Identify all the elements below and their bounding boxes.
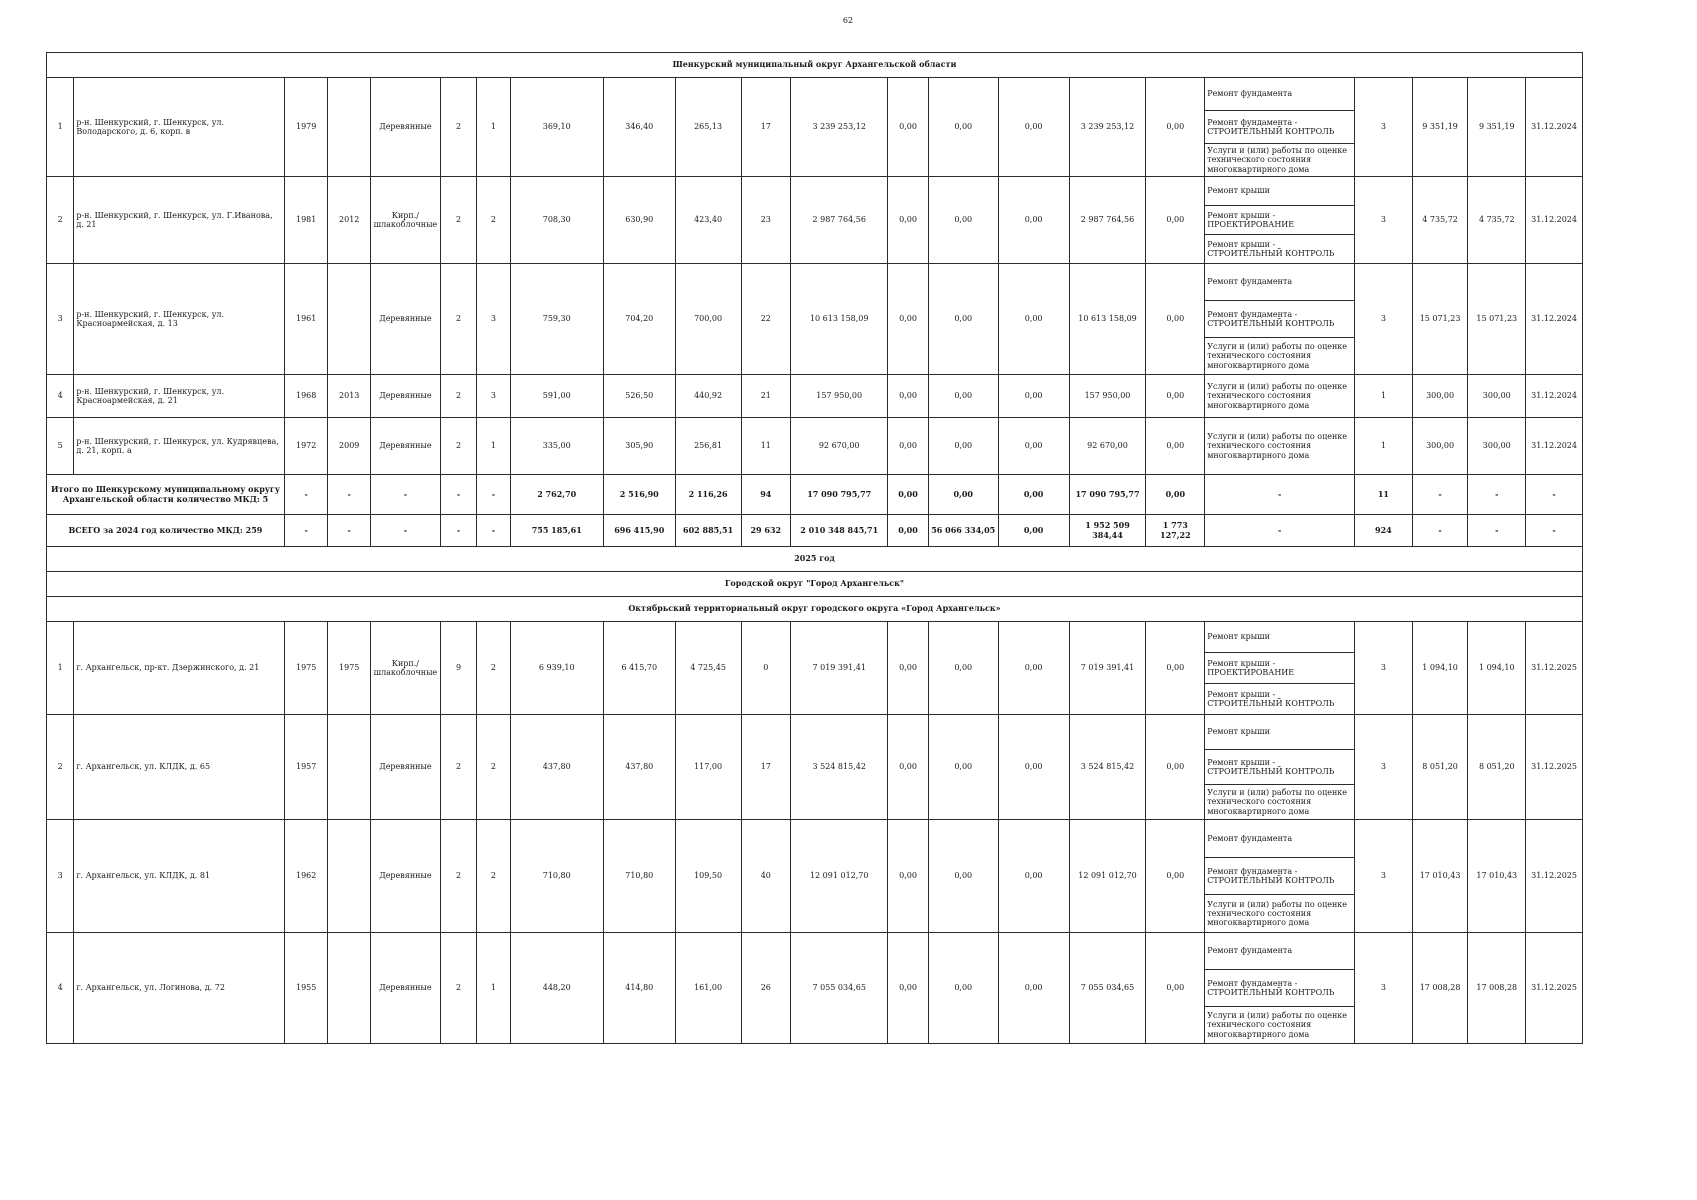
dash-cell: - [1412,515,1468,547]
residential-area-cell: 440,92 [675,375,741,418]
entrances-cell: 2 [477,622,510,715]
fund-regional-cell: 0,00 [928,418,998,475]
works-list-cell [1205,622,1355,715]
wall-material-cell: Кирп./ шлакоблочные [370,622,440,715]
residents-cell: 17 [741,78,791,177]
dash-cell: - [284,475,328,515]
fund-local-cell: 0,00 [998,933,1069,1044]
residents-cell: 26 [741,933,791,1044]
dash-cell: - [1412,475,1468,515]
completion-date-cell: 31.12.2025 [1526,820,1583,933]
section-arkhangelsk-city: Городской округ "Город Архангельск" [47,572,1583,597]
year-built-cell: 1957 [284,715,328,820]
reconstruction-year-cell [328,78,371,177]
total-value-cell: 0,00 [888,475,929,515]
total-value-cell: 0,00 [1146,475,1205,515]
fund-regional-cell: 0,00 [928,715,998,820]
entrances-cell: 3 [477,375,510,418]
row-number: 5 [47,418,74,475]
completion-date-cell: 31.12.2025 [1526,715,1583,820]
house-row [47,375,1583,418]
work-item: Услуги и (или) работы по оценке технического состояния многоквартирного дома [1207,342,1348,370]
fund-other-cell: 0,00 [1146,375,1205,418]
works-list [1205,933,1354,1043]
works-count-cell: 3 [1355,78,1413,177]
floors-cell: 2 [440,933,476,1044]
floors-cell: 9 [440,622,476,715]
total-value-cell: 2 516,90 [603,475,675,515]
works-list-cell [1205,375,1355,418]
fund-local-cell: 0,00 [998,264,1069,375]
floors-cell: 2 [440,177,476,264]
dash-cell: - [370,475,440,515]
section-row [47,597,1583,622]
unit-cost-cell: 9 351,19 [1412,78,1468,177]
row-number: 2 [47,715,74,820]
fund-regional-cell: 0,00 [928,78,998,177]
residential-area-cell: 161,00 [675,933,741,1044]
total-area-cell: 591,00 [510,375,603,418]
fund-regional-cell: 0,00 [928,820,998,933]
works-list-cell [1205,418,1355,475]
section-row [47,547,1583,572]
floors-cell: 2 [440,418,476,475]
entrances-cell: 1 [477,933,510,1044]
fund-other-cell: 0,00 [1146,933,1205,1044]
address-cell: р-н. Шенкурский, г. Шенкурск, ул. Красноармейская, д. 13 [74,264,285,375]
works-count-cell: 3 [1355,264,1413,375]
work-item: Услуги и (или) работы по оценке технического состояния многоквартирного дома [1207,899,1348,928]
work-item: Ремонт крыши [1205,715,1354,750]
total-value-cell: 2 762,70 [510,475,603,515]
fund-federal-cell: 0,00 [888,418,929,475]
dash-cell: - [370,515,440,547]
work-item: Ремонт крыши - ПРОЕКТИРОВАНИЕ [1205,653,1354,684]
capital-repair-table [46,52,1583,1044]
total-value-cell: 602 885,51 [675,515,741,547]
works-list-cell [1205,78,1355,177]
fund-federal-cell: 0,00 [888,78,929,177]
cost-total-cell: 2 987 764,56 [791,177,888,264]
work-item: Ремонт фундамента - СТРОИТЕЛЬНЫЙ КОНТРОЛЬ [1205,111,1354,144]
cost-total-cell: 92 670,00 [791,418,888,475]
work-item: Услуги и (или) работы по оценке технического состояния многоквартирного дома [1207,146,1348,174]
page-number: 62 [842,16,854,25]
max-unit-cost-cell: 300,00 [1468,375,1526,418]
dash-cell: - [440,475,476,515]
total-value-cell: 2 010 348 845,71 [791,515,888,547]
year-built-cell: 1981 [284,177,328,264]
entrances-cell: 1 [477,418,510,475]
address-cell: р-н. Шенкурский, г. Шенкурск, ул. Кудрявцева, д. 21, корп. а [74,418,285,475]
residents-cell: 21 [741,375,791,418]
total-value-cell: 29 632 [741,515,791,547]
dash-cell: - [1526,515,1583,547]
fund-other-cell: 0,00 [1146,264,1205,375]
total-works-count: 11 [1355,475,1413,515]
cost-total-cell: 10 613 158,09 [791,264,888,375]
work-item: Услуги и (или) работы по оценке технического состояния многоквартирного дома [1207,382,1348,410]
address-cell: г. Архангельск, ул. Логинова, д. 72 [74,933,285,1044]
work-item: Ремонт фундамента [1205,933,1354,970]
works-list [1205,820,1354,932]
works-count-cell: 3 [1355,715,1413,820]
max-unit-cost-cell: 300,00 [1468,418,1526,475]
dash-cell: - [477,475,510,515]
fund-federal-cell: 0,00 [888,375,929,418]
works-count-cell: 3 [1355,820,1413,933]
completion-date-cell: 31.12.2024 [1526,264,1583,375]
section-row [47,53,1583,78]
reconstruction-year-cell: 2009 [328,418,371,475]
dash-cell: - [1205,515,1355,547]
section-year-2025: 2025 год [47,547,1583,572]
works-count-cell: 3 [1355,177,1413,264]
living-area-cell: 346,40 [603,78,675,177]
wall-material-cell: Деревянные [370,418,440,475]
living-area-cell: 526,50 [603,375,675,418]
house-row [47,622,1583,715]
unit-cost-cell: 15 071,23 [1412,264,1468,375]
work-item: Ремонт фундамента [1205,820,1354,858]
entrances-cell: 2 [477,177,510,264]
wall-material-cell: Деревянные [370,820,440,933]
row-number: 2 [47,177,74,264]
wall-material-cell: Деревянные [370,264,440,375]
work-item: Ремонт крыши - ПРОЕКТИРОВАНИЕ [1205,206,1354,235]
fund-local-cell: 0,00 [998,78,1069,177]
residents-cell: 11 [741,418,791,475]
fund-owners-cell: 12 091 012,70 [1069,820,1146,933]
unit-cost-cell: 300,00 [1412,418,1468,475]
cost-total-cell: 3 524 815,42 [791,715,888,820]
total-value-cell: 1 773 127,22 [1146,515,1205,547]
max-unit-cost-cell: 17 008,28 [1468,933,1526,1044]
fund-local-cell: 0,00 [998,622,1069,715]
work-item: Ремонт фундамента - СТРОИТЕЛЬНЫЙ КОНТРОЛЬ [1205,858,1354,896]
work-item: Услуги и (или) работы по оценке технического состояния многоквартирного дома [1207,1011,1348,1039]
works-list-cell [1205,715,1355,820]
floors-cell: 2 [440,375,476,418]
works-list-cell [1205,933,1355,1044]
entrances-cell: 1 [477,78,510,177]
section-shenkursk-title: Шенкурский муниципальный округ Архангельской области [47,53,1583,78]
completion-date-cell: 31.12.2025 [1526,622,1583,715]
fund-other-cell: 0,00 [1146,177,1205,264]
row-number: 3 [47,820,74,933]
max-unit-cost-cell: 9 351,19 [1468,78,1526,177]
floors-cell: 2 [440,820,476,933]
entrances-cell: 2 [477,820,510,933]
fund-other-cell: 0,00 [1146,715,1205,820]
total-row [47,515,1583,547]
cost-total-cell: 12 091 012,70 [791,820,888,933]
residential-area-cell: 423,40 [675,177,741,264]
work-item: Услуги и (или) работы по оценке технического состояния многоквартирного дома [1207,788,1348,816]
fund-other-cell: 0,00 [1146,622,1205,715]
year-built-cell: 1961 [284,264,328,375]
fund-owners-cell: 3 239 253,12 [1069,78,1146,177]
reconstruction-year-cell [328,715,371,820]
entrances-cell: 3 [477,264,510,375]
section-row [47,572,1583,597]
cost-total-cell: 7 019 391,41 [791,622,888,715]
residents-cell: 17 [741,715,791,820]
address-cell: р-н. Шенкурский, г. Шенкурск, ул. Красноармейская, д. 21 [74,375,285,418]
reconstruction-year-cell [328,820,371,933]
works-list-cell [1205,820,1355,933]
total-works-count: 924 [1355,515,1413,547]
floors-cell: 2 [440,264,476,375]
dash-cell: - [328,515,371,547]
fund-owners-cell: 92 670,00 [1069,418,1146,475]
works-count-cell: 3 [1355,622,1413,715]
max-unit-cost-cell: 4 735,72 [1468,177,1526,264]
fund-owners-cell: 7 055 034,65 [1069,933,1146,1044]
residential-area-cell: 700,00 [675,264,741,375]
fund-owners-cell: 157 950,00 [1069,375,1146,418]
living-area-cell: 305,90 [603,418,675,475]
residential-area-cell: 117,00 [675,715,741,820]
fund-local-cell: 0,00 [998,375,1069,418]
work-item: Ремонт крыши [1205,177,1354,206]
fund-local-cell: 0,00 [998,177,1069,264]
max-unit-cost-cell: 8 051,20 [1468,715,1526,820]
living-area-cell: 6 415,70 [603,622,675,715]
address-cell: р-н. Шенкурский, г. Шенкурск, ул. Володарского, д. 6, корп. в [74,78,285,177]
residents-cell: 22 [741,264,791,375]
address-cell: р-н. Шенкурский, г. Шенкурск, ул. Г.Иванова, д. 21 [74,177,285,264]
fund-owners-cell: 3 524 815,42 [1069,715,1146,820]
fund-owners-cell: 7 019 391,41 [1069,622,1146,715]
residents-cell: 40 [741,820,791,933]
total-value-cell: 0,00 [998,515,1069,547]
cost-total-cell: 3 239 253,12 [791,78,888,177]
total-label: Итого по Шенкурскому муниципальному округу Архангельской области количество МКД: 5 [47,475,285,515]
row-number: 4 [47,933,74,1044]
unit-cost-cell: 1 094,10 [1412,622,1468,715]
floors-cell: 2 [440,715,476,820]
residents-cell: 23 [741,177,791,264]
max-unit-cost-cell: 1 094,10 [1468,622,1526,715]
fund-local-cell: 0,00 [998,715,1069,820]
reconstruction-year-cell: 1975 [328,622,371,715]
total-area-cell: 708,30 [510,177,603,264]
fund-federal-cell: 0,00 [888,622,929,715]
residential-area-cell: 256,81 [675,418,741,475]
total-label: ВСЕГО за 2024 год количество МКД: 259 [47,515,285,547]
fund-owners-cell: 10 613 158,09 [1069,264,1146,375]
total-area-cell: 759,30 [510,264,603,375]
dash-cell: - [328,475,371,515]
year-built-cell: 1972 [284,418,328,475]
residential-area-cell: 109,50 [675,820,741,933]
living-area-cell: 704,20 [603,264,675,375]
wall-material-cell: Деревянные [370,375,440,418]
completion-date-cell: 31.12.2025 [1526,933,1583,1044]
fund-regional-cell: 0,00 [928,264,998,375]
total-value-cell: 17 090 795,77 [1069,475,1146,515]
completion-date-cell: 31.12.2024 [1526,418,1583,475]
dash-cell: - [477,515,510,547]
dash-cell: - [284,515,328,547]
reconstruction-year-cell: 2013 [328,375,371,418]
fund-regional-cell: 0,00 [928,177,998,264]
address-cell: г. Архангельск, пр-кт. Дзержинского, д. 21 [74,622,285,715]
total-value-cell: 17 090 795,77 [791,475,888,515]
living-area-cell: 710,80 [603,820,675,933]
work-item: Услуги и (или) работы по оценке технического состояния многоквартирного дома [1207,432,1348,460]
floors-cell: 2 [440,78,476,177]
residential-area-cell: 4 725,45 [675,622,741,715]
fund-other-cell: 0,00 [1146,820,1205,933]
total-value-cell: 0,00 [928,475,998,515]
works-count-cell: 1 [1355,375,1413,418]
works-list [1205,622,1354,714]
works-list-cell [1205,177,1355,264]
unit-cost-cell: 300,00 [1412,375,1468,418]
house-row [47,820,1583,933]
fund-regional-cell: 0,00 [928,933,998,1044]
fund-regional-cell: 0,00 [928,622,998,715]
works-list [1205,375,1354,417]
row-number: 1 [47,78,74,177]
cost-total-cell: 157 950,00 [791,375,888,418]
fund-regional-cell: 0,00 [928,375,998,418]
address-cell: г. Архангельск, ул. КЛДК, д. 65 [74,715,285,820]
work-item: Ремонт крыши - СТРОИТЕЛЬНЫЙ КОНТРОЛЬ [1207,689,1335,708]
work-item: Ремонт фундамента [1205,78,1354,111]
fund-federal-cell: 0,00 [888,715,929,820]
total-area-cell: 448,20 [510,933,603,1044]
house-row [47,264,1583,375]
house-row [47,177,1583,264]
unit-cost-cell: 17 010,43 [1412,820,1468,933]
address-cell: г. Архангельск, ул. КЛДК, д. 81 [74,820,285,933]
year-built-cell: 1975 [284,622,328,715]
unit-cost-cell: 17 008,28 [1412,933,1468,1044]
work-item: Ремонт фундамента [1205,264,1354,301]
fund-federal-cell: 0,00 [888,933,929,1044]
wall-material-cell: Деревянные [370,78,440,177]
living-area-cell: 630,90 [603,177,675,264]
year-built-cell: 1979 [284,78,328,177]
reconstruction-year-cell: 2012 [328,177,371,264]
dash-cell: - [1205,475,1355,515]
year-built-cell: 1955 [284,933,328,1044]
work-item: Ремонт крыши [1205,622,1354,653]
residents-cell: 0 [741,622,791,715]
house-row [47,78,1583,177]
wall-material-cell: Кирп./ шлакоблочные [370,177,440,264]
works-list [1205,78,1354,176]
cost-total-cell: 7 055 034,65 [791,933,888,1044]
fund-federal-cell: 0,00 [888,264,929,375]
works-count-cell: 1 [1355,418,1413,475]
row-number: 3 [47,264,74,375]
work-item: Ремонт крыши - СТРОИТЕЛЬНЫЙ КОНТРОЛЬ [1207,239,1335,258]
works-list [1205,264,1354,374]
max-unit-cost-cell: 15 071,23 [1468,264,1526,375]
works-list-cell [1205,264,1355,375]
wall-material-cell: Деревянные [370,715,440,820]
fund-owners-cell: 2 987 764,56 [1069,177,1146,264]
row-number: 1 [47,622,74,715]
house-row [47,933,1583,1044]
residential-area-cell: 265,13 [675,78,741,177]
total-value-cell: 0,00 [888,515,929,547]
fund-other-cell: 0,00 [1146,418,1205,475]
total-row [47,475,1583,515]
total-area-cell: 6 939,10 [510,622,603,715]
living-area-cell: 437,80 [603,715,675,820]
living-area-cell: 414,80 [603,933,675,1044]
work-item: Ремонт фундамента - СТРОИТЕЛЬНЫЙ КОНТРОЛЬ [1205,301,1354,338]
house-row [47,418,1583,475]
total-value-cell: 755 185,61 [510,515,603,547]
total-area-cell: 437,80 [510,715,603,820]
dash-cell: - [1468,475,1526,515]
max-unit-cost-cell: 17 010,43 [1468,820,1526,933]
reconstruction-year-cell [328,933,371,1044]
total-area-cell: 710,80 [510,820,603,933]
unit-cost-cell: 4 735,72 [1412,177,1468,264]
works-list [1205,715,1354,819]
total-area-cell: 369,10 [510,78,603,177]
dash-cell: - [440,515,476,547]
completion-date-cell: 31.12.2024 [1526,177,1583,264]
works-list [1205,177,1354,263]
fund-federal-cell: 0,00 [888,177,929,264]
total-value-cell: 1 952 509 384,44 [1069,515,1146,547]
year-built-cell: 1968 [284,375,328,418]
fund-other-cell: 0,00 [1146,78,1205,177]
works-list [1205,418,1354,474]
total-area-cell: 335,00 [510,418,603,475]
total-value-cell: 0,00 [998,475,1069,515]
wall-material-cell: Деревянные [370,933,440,1044]
total-value-cell: 2 116,26 [675,475,741,515]
fund-local-cell: 0,00 [998,418,1069,475]
house-row [47,715,1583,820]
fund-local-cell: 0,00 [998,820,1069,933]
unit-cost-cell: 8 051,20 [1412,715,1468,820]
row-number: 4 [47,375,74,418]
dash-cell: - [1468,515,1526,547]
total-value-cell: 696 415,90 [603,515,675,547]
work-item: Ремонт крыши - СТРОИТЕЛЬНЫЙ КОНТРОЛЬ [1205,750,1354,785]
completion-date-cell: 31.12.2024 [1526,375,1583,418]
work-item: Ремонт фундамента - СТРОИТЕЛЬНЫЙ КОНТРОЛЬ [1205,970,1354,1007]
completion-date-cell: 31.12.2024 [1526,78,1583,177]
reconstruction-year-cell [328,264,371,375]
total-value-cell: 56 066 334,05 [928,515,998,547]
total-value-cell: 94 [741,475,791,515]
fund-federal-cell: 0,00 [888,820,929,933]
entrances-cell: 2 [477,715,510,820]
works-count-cell: 3 [1355,933,1413,1044]
section-oktyabrsky-district: Октябрьский территориальный округ городского округа «Город Архангельск» [47,597,1583,622]
dash-cell: - [1526,475,1583,515]
year-built-cell: 1962 [284,820,328,933]
